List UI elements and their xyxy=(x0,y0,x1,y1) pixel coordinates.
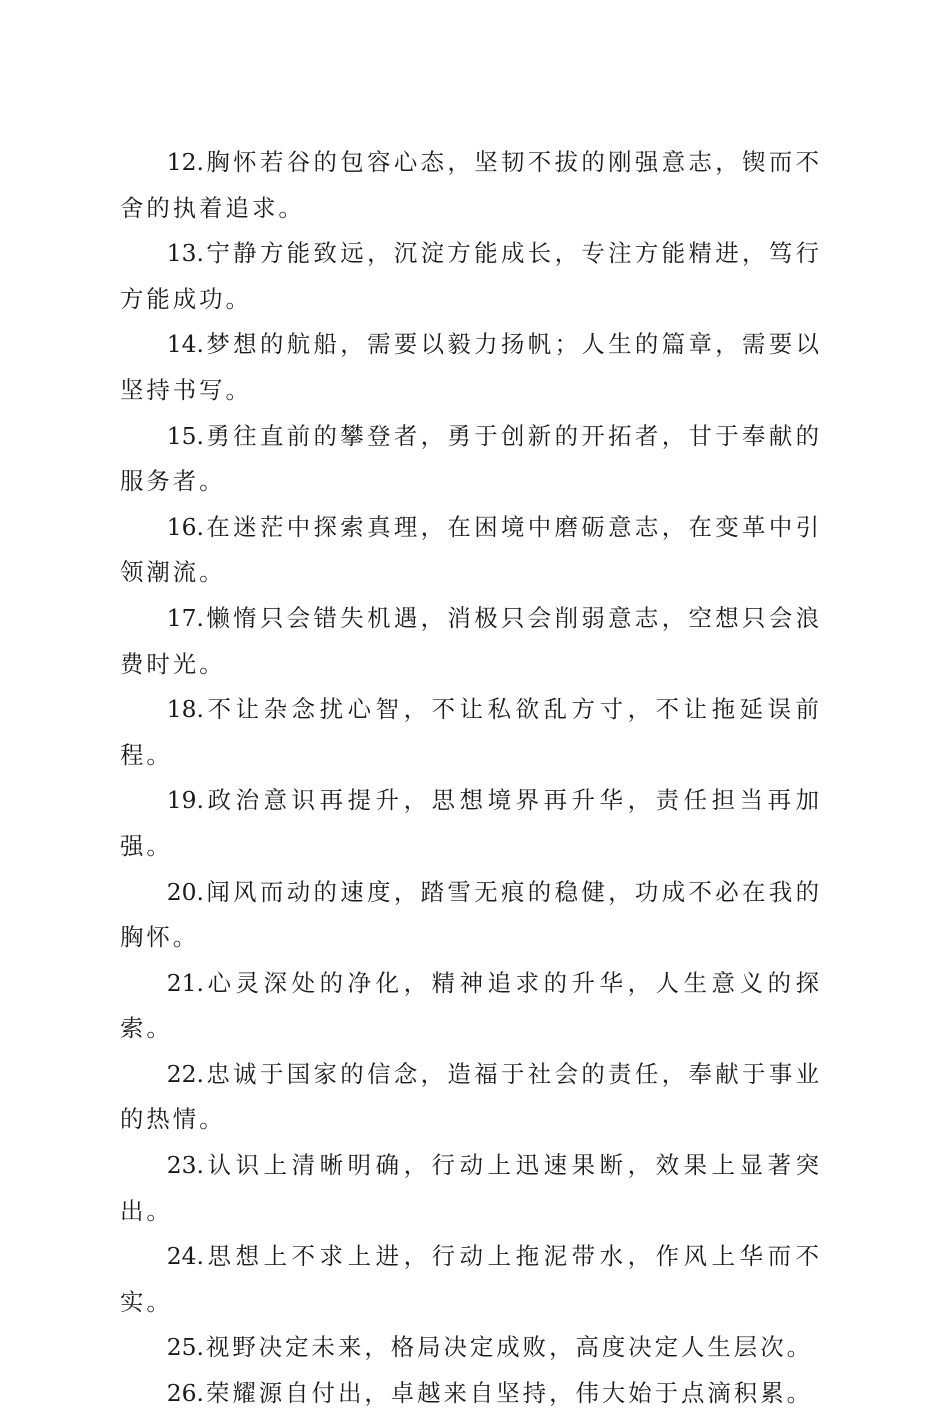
item-number: 26. xyxy=(166,1379,204,1408)
item-number: 13. xyxy=(166,239,204,268)
item-text: 思想上不求上进，行动上拖泥带水，作风上华而不实。 xyxy=(120,1242,822,1316)
item-number: 25. xyxy=(166,1333,204,1362)
list-item xyxy=(120,505,822,596)
list-item xyxy=(120,961,822,1052)
item-number: 12. xyxy=(166,148,204,176)
item-text: 忠诚于国家的信念，造福于社会的责任，奉献于事业的热情。 xyxy=(120,1059,822,1134)
item-number: 21. xyxy=(166,968,204,997)
item-number: 23. xyxy=(166,1151,204,1180)
item-text: 不让杂念扰心智，不让私欲乱方寸，不让拖延误前程。 xyxy=(120,695,822,769)
list-item xyxy=(120,140,822,231)
item-number: 15. xyxy=(166,421,204,450)
list-item xyxy=(120,687,822,778)
item-text: 懒惰只会错失机遇，消极只会削弱意志，空想只会浪费时光。 xyxy=(120,603,822,678)
item-text: 宁静方能致远，沉淀方能成长，专注方能精进，笃行方能成功。 xyxy=(120,239,822,313)
item-text: 闻风而动的速度，踏雪无痕的稳健，功成不必在我的胸怀。 xyxy=(120,877,822,952)
item-text: 在迷茫中探索真理，在困境中磨砺意志，在变革中引领潮流。 xyxy=(120,512,822,587)
item-number: 14. xyxy=(166,330,204,359)
item-number: 20. xyxy=(166,877,204,906)
list-item xyxy=(120,1325,822,1371)
list-item xyxy=(120,231,822,322)
item-number: 16. xyxy=(166,512,204,541)
item-number: 17. xyxy=(166,603,204,632)
list-item xyxy=(120,414,822,505)
item-text: 梦想的航船，需要以毅力扬帆；人生的篇章，需要以坚持书写。 xyxy=(120,330,822,404)
document-body xyxy=(120,140,822,1417)
item-text: 认识上清晰明确，行动上迅速果断，效果上显著突出。 xyxy=(120,1151,822,1225)
item-number: 19. xyxy=(166,786,204,815)
item-number: 22. xyxy=(166,1059,204,1088)
list-item xyxy=(120,1371,822,1417)
list-item xyxy=(120,322,822,413)
list-item xyxy=(120,1234,822,1325)
item-text: 胸怀若谷的包容心态，坚韧不拔的刚强意志，锲而不舍的执着追求。 xyxy=(120,148,822,222)
list-item xyxy=(120,1143,822,1234)
list-item xyxy=(120,870,822,961)
list-item xyxy=(120,1052,822,1143)
list-item xyxy=(120,778,822,869)
item-text: 心灵深处的净化，精神追求的升华，人生意义的探索。 xyxy=(120,968,822,1043)
item-number: 24. xyxy=(166,1242,204,1271)
list-item xyxy=(120,596,822,687)
item-text: 荣耀源自付出，卓越来自坚持，伟大始于点滴积累。 xyxy=(206,1379,813,1408)
item-text: 政治意识再提升，思想境界再升华，责任担当再加强。 xyxy=(120,786,822,860)
item-text: 勇往直前的攀登者，勇于创新的开拓者，甘于奉献的服务者。 xyxy=(120,421,822,496)
item-number: 18. xyxy=(166,695,204,724)
item-text: 视野决定未来，格局决定成败，高度决定人生层次。 xyxy=(206,1333,813,1362)
